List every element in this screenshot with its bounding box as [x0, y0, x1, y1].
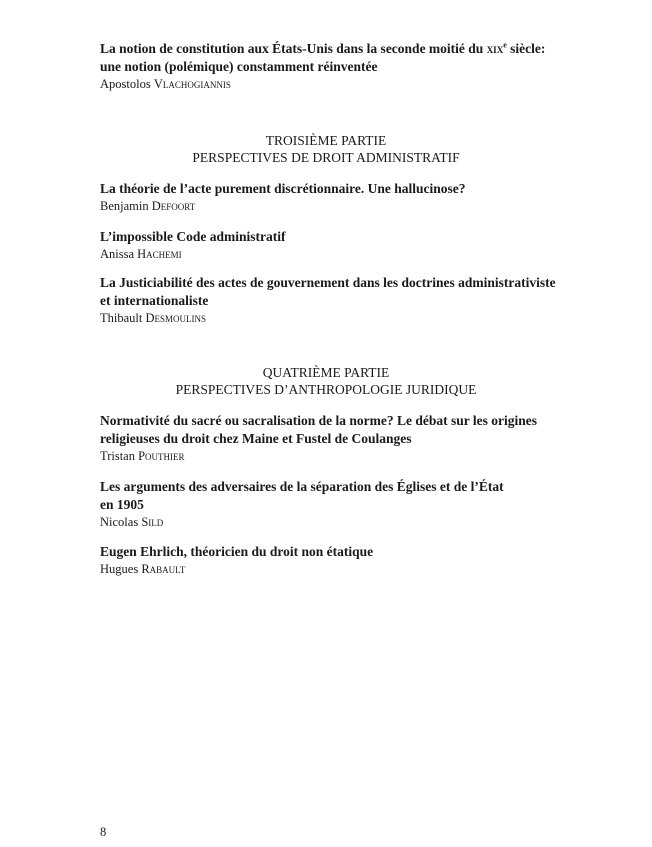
author-first-name: Apostolos: [100, 77, 151, 91]
part-heading: QUATRIÈME PARTIE: [262, 365, 390, 380]
toc-entry: [100, 412, 560, 465]
author-last-name: Hachemi: [137, 247, 182, 261]
title-text: siècle:: [506, 41, 546, 56]
toc-entry-title-line2: et internationaliste: [100, 293, 209, 308]
toc-entry-author: [100, 76, 560, 93]
author-last-name: Rabault: [141, 562, 186, 576]
toc-entry-author: [100, 198, 560, 215]
toc-entry-author: [100, 448, 560, 465]
part-subheading: PERSPECTIVES D’ANTHROPOLOGIE JURIDIQUE: [175, 382, 477, 397]
toc-entry: [100, 543, 560, 578]
century-superscript: e: [503, 40, 507, 50]
author-first-name: Anissa: [100, 247, 135, 261]
toc-entry-title-line2: religieuses du droit chez Maine et Fustel de Coulanges: [100, 431, 412, 446]
part-subheading: PERSPECTIVES DE DROIT ADMINISTRATIF: [192, 150, 460, 165]
author-first-name: Hugues: [100, 562, 139, 576]
toc-entry-author: [100, 310, 560, 327]
author-last-name: Defoort: [151, 199, 196, 213]
toc-entry-title: La théorie de l’acte purement discrétionnaire. Une hallucinose?: [100, 181, 466, 196]
part-heading: TROISIÈME PARTIE: [265, 133, 387, 148]
century-numeral: xix: [486, 41, 504, 56]
toc-entry-title: Les arguments des adversaires de la séparation des Églises et de l’État: [100, 479, 504, 494]
toc-entry-title: Eugen Ehrlich, théoricien du droit non étatique: [100, 544, 374, 559]
toc-entry-author: [100, 514, 560, 531]
author-last-name: Vlachogiannis: [153, 77, 231, 91]
author-last-name: Pouthier: [138, 449, 185, 463]
author-first-name: Benjamin: [100, 199, 149, 213]
author-first-name: Thibault: [100, 311, 143, 325]
page-number: 8: [100, 825, 107, 839]
toc-entry: [100, 228, 560, 263]
toc-entry-author: [100, 246, 560, 263]
toc-entry: [100, 274, 560, 327]
toc-entry: [100, 40, 560, 93]
title-text: La notion de constitution aux États-Unis dans la seconde moitié du: [100, 41, 487, 56]
author-last-name: Desmoulins: [145, 311, 207, 325]
toc-entry: [100, 180, 560, 215]
toc-entry: [100, 478, 560, 531]
toc-entry-title: L’impossible Code administratif: [100, 229, 286, 244]
toc-entry-title: Normativité du sacré ou sacralisation de la norme? Le débat sur les origines: [100, 413, 537, 428]
toc-entry-author: [100, 561, 560, 578]
toc-entry-title-line2: en 1905: [100, 497, 144, 512]
toc-entry-title: La Justiciabilité des actes de gouvernement dans les doctrines administrativiste: [100, 275, 556, 290]
toc-entry-title: [100, 40, 560, 58]
author-first-name: Nicolas: [100, 515, 139, 529]
toc-entry-title-line2: une notion (polémique) constamment réinventée: [100, 59, 378, 74]
author-first-name: Tristan: [100, 449, 135, 463]
author-last-name: Sild: [141, 515, 164, 529]
